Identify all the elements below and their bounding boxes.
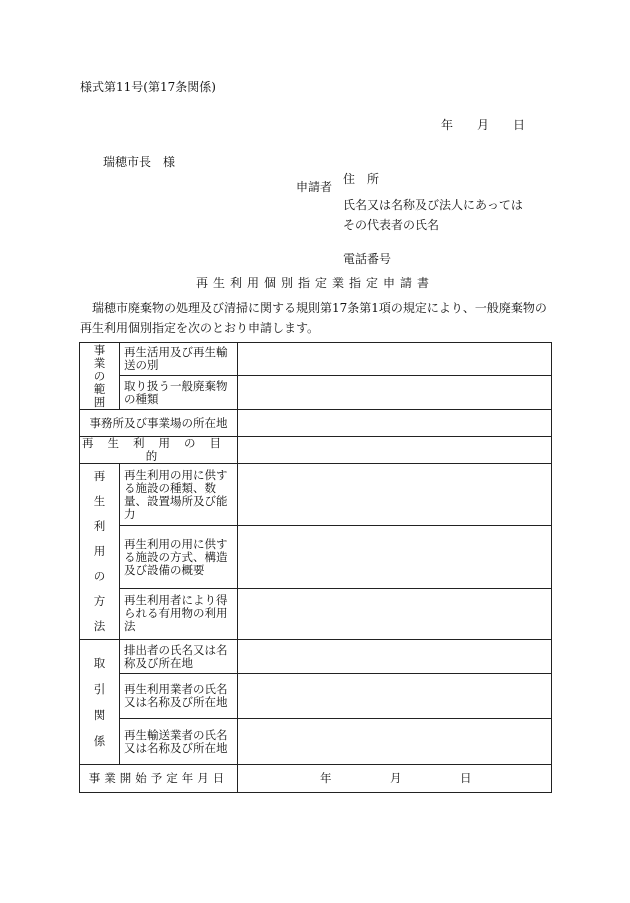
facility-type-field[interactable] bbox=[238, 464, 552, 526]
useful-product-label: 再生利用者により得られる有用物の利用法 bbox=[120, 588, 238, 639]
table-row bbox=[80, 765, 552, 793]
transporter-label: 再生輸送業者の氏名又は名称及び所在地 bbox=[120, 719, 238, 765]
applicant-label: 申請者 bbox=[296, 180, 333, 194]
application-statement: 瑞穂市廃棄物の処理及び清掃に関する規則第17条第1項の規定により、一般廃棄物の再生利用個別指定を次のとおり申請します。 bbox=[80, 301, 547, 335]
table-row bbox=[80, 464, 552, 526]
start-date-field[interactable] bbox=[238, 765, 552, 793]
purpose-label: 再生利用の目的 bbox=[80, 437, 238, 464]
table-row bbox=[80, 719, 552, 765]
waste-type-label: 取り扱う一般廃棄物の種類 bbox=[120, 376, 238, 410]
form-number: 様式第11号(第17条関係) bbox=[80, 80, 216, 94]
table-row bbox=[80, 674, 552, 719]
applicant-address-label: 住 所 bbox=[343, 172, 380, 186]
start-date-day: 日 bbox=[460, 771, 472, 785]
date-year: 年 bbox=[441, 118, 454, 132]
document-title: 再生利用個別指定業指定申請書 bbox=[195, 276, 434, 290]
scope-type-label: 再生活用及び再生輸送の別 bbox=[120, 343, 238, 376]
transactions-group-label: 取引関係 bbox=[80, 640, 120, 765]
start-date-label: 事業開始予定年月日 bbox=[80, 765, 238, 793]
applicant-phone-label: 電話番号 bbox=[343, 252, 392, 266]
facility-structure-field[interactable] bbox=[238, 526, 552, 588]
scope-type-field[interactable] bbox=[238, 343, 552, 376]
start-date-year: 年 bbox=[320, 771, 332, 785]
discharger-field[interactable] bbox=[238, 640, 552, 674]
facility-structure-label: 再生利用の用に供する施設の方式、構造及び設備の概要 bbox=[120, 526, 238, 588]
waste-type-field[interactable] bbox=[238, 376, 552, 410]
table-row bbox=[80, 526, 552, 588]
table-row bbox=[80, 640, 552, 674]
facility-type-label: 再生利用の用に供する施設の種類、数量、設置場所及び能力 bbox=[120, 464, 238, 526]
table-row bbox=[80, 343, 552, 376]
date-day: 日 bbox=[513, 118, 526, 132]
application-form-table bbox=[79, 342, 552, 793]
office-location-field[interactable] bbox=[238, 410, 552, 437]
purpose-field[interactable] bbox=[238, 437, 552, 464]
submission-date bbox=[441, 118, 525, 132]
discharger-label: 排出者の氏名又は名称及び所在地 bbox=[120, 640, 238, 674]
useful-product-field[interactable] bbox=[238, 588, 552, 639]
method-group-label: 再生利用の方法 bbox=[80, 464, 120, 640]
applicant-name-label-line2: その代表者の氏名 bbox=[343, 218, 440, 232]
addressee: 瑞穂市長 様 bbox=[103, 155, 176, 169]
table-row bbox=[80, 588, 552, 639]
transporter-field[interactable] bbox=[238, 719, 552, 765]
date-month: 月 bbox=[477, 118, 490, 132]
table-row bbox=[80, 437, 552, 464]
recycler-label: 再生利用業者の氏名又は名称及び所在地 bbox=[120, 674, 238, 719]
table-row bbox=[80, 410, 552, 437]
start-date-month: 月 bbox=[390, 771, 402, 785]
recycler-field[interactable] bbox=[238, 674, 552, 719]
applicant-name-label-line1: 氏名又は名称及び法人にあっては bbox=[343, 198, 523, 212]
table-row bbox=[80, 376, 552, 410]
office-location-label: 事務所及び事業場の所在地 bbox=[80, 410, 238, 437]
scope-group-label: 事業の範囲 bbox=[80, 343, 120, 410]
